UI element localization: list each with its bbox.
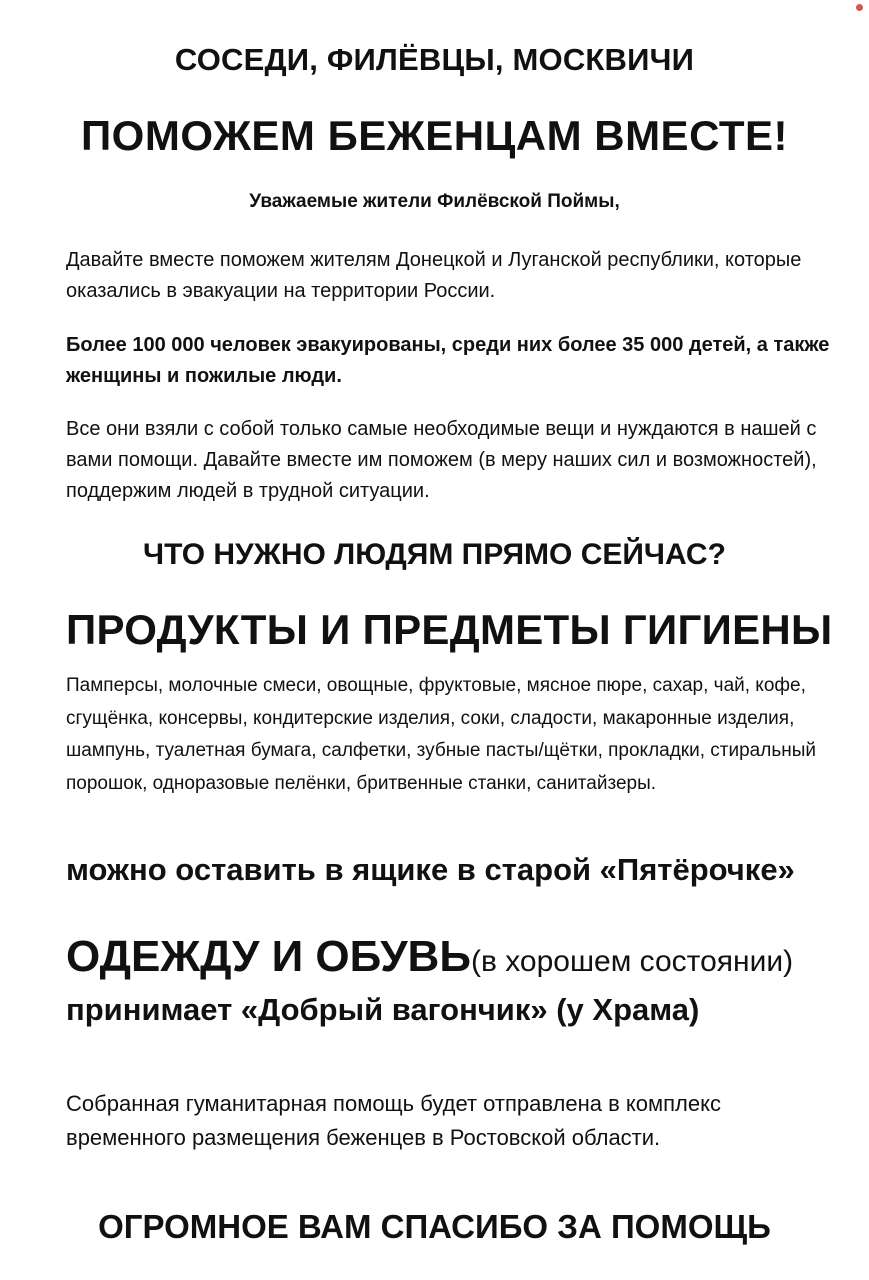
thanks-footer: ОГРОМНОЕ ВАМ СПАСИБО ЗА ПОМОЩЬ — [98, 1208, 771, 1245]
paragraph-intro: Давайте вместе поможем жителям Донецкой и Луганской республики, которые оказались в эвакуации на территории России. — [66, 249, 802, 302]
header-neighbors: СОСЕДИ, ФИЛЁВЦЫ, МОСКВИЧИ — [174, 42, 695, 77]
drop-off-note: можно оставить в ящике в старой «Пятёрочке» — [66, 852, 795, 887]
greeting: Уважаемые жители Филёвской Поймы, — [249, 191, 620, 212]
clothes-heading-text: ОДЕЖДУ И ОБУВЬ — [66, 932, 471, 981]
products-list: Памперсы, молочные смеси, овощные, фруктовые, мясное пюре, сахар, чай, кофе, сгущёнка, консервы, кондитерские изделия, соки, сладости, макаронные изделия, шампунь, туалетная бумага, салфетки, зубные пасты/щётки, прокладки, стиральный порошок, одноразовые пелёнки, бритвенные станки, санитайзеры. — [66, 675, 816, 794]
paragraph-stats: Более 100 000 человек эвакуированы, среди них более 35 000 детей, а также женщины и пожилые люди. — [66, 334, 830, 387]
header-help-together: ПОМОЖЕМ БЕЖЕНЦАМ ВМЕСТЕ! — [80, 112, 789, 159]
clothes-condition-note: (в хорошем состоянии) — [470, 945, 794, 978]
products-heading: ПРОДУКТЫ И ПРЕДМЕТЫ ГИГИЕНЫ — [66, 606, 833, 653]
clothes-heading — [66, 932, 793, 982]
corner-dot-icon — [856, 4, 863, 11]
paragraph-needs: Все они взяли с собой только самые необходимые вещи и нуждаются в нашей с вами помощи. Давайте вместе им поможем (в меру наших сил и возможностей), поддержим людей в трудной ситуации. — [66, 418, 817, 502]
destination-paragraph: Собранная гуманитарная помощь будет отправлена в комплекс временного размещения беженцев в Ростовской области. — [66, 1091, 721, 1150]
clothes-accepted-by: принимает «Добрый вагончик» (у Храма) — [66, 992, 700, 1027]
question-heading: ЧТО НУЖНО ЛЮДЯМ ПРЯМО СЕЙЧАС? — [143, 538, 726, 571]
